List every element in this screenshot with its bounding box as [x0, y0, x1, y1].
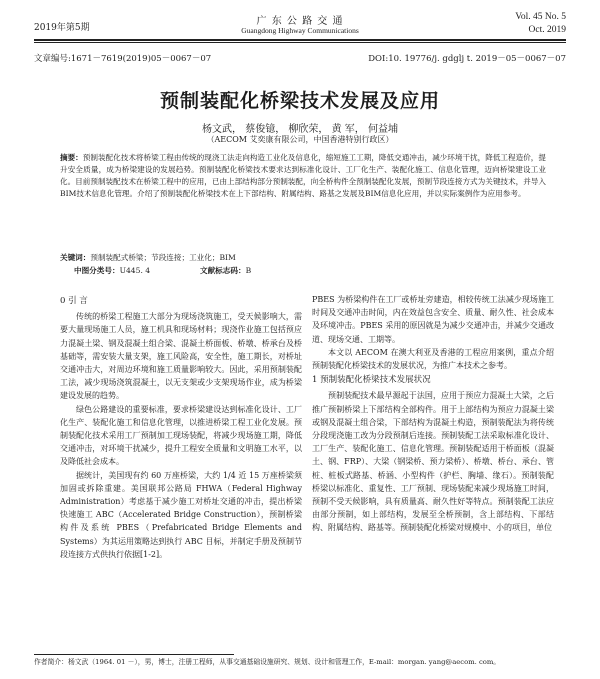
- code-value: B: [245, 266, 252, 275]
- body-paragraph: PBES 为桥梁构件在工厂或桥址旁建造，相较传统工法减少现场施工时间及交通冲击时间，内在效益包含安全、质量、耐久性、社会成本及环境冲击。PBES 采用的原因就是为减少交通冲击，并减少交通改道、现场交通、工期等。: [312, 295, 554, 344]
- code-label: 文献标志码：: [200, 266, 246, 275]
- intro-heading: 0 引 言: [60, 296, 88, 306]
- journal-name-cn: 广 东 公 路 交 通: [256, 16, 344, 27]
- abstract-label: 摘要：: [60, 153, 83, 162]
- body-paragraph: 传统的桥梁工程施工大部分为现场浇筑施工，受天候影响大，需要大量现场施工人员，施工机具和现场材料；现浇作业施工包括预应力混凝土梁、钢及混凝土组合梁、混凝土桥面板、桥墩、桥承台及桥基础等，需安装大量支架，施工风险高，安全性，施工期长，对桥址交通冲击大，对周边环境和施工质量影响较大。因此，采用预制装配工法，减少现场浇筑混凝土，以无支架或少支架现场作业，成为桥梁建设发展的趋势。: [60, 312, 302, 401]
- abstract: [60, 152, 546, 200]
- header-rule: [34, 39, 566, 41]
- keywords-label: 关键词：: [60, 253, 91, 262]
- left-column: [60, 293, 302, 561]
- doi: DOI:10. 19776/j. gdglj t. 2019－05－0067－07: [368, 54, 566, 64]
- paper-title: 预制装配化桥梁技术发展及应用: [159, 90, 440, 112]
- body-paragraph: 本文以 AECOM 在澳大利亚及香港的工程应用案例，重点介绍预制装配化桥梁技术的发展状况，为推广本技术之参考。: [312, 347, 554, 371]
- header-rule-thin: [34, 42, 566, 43]
- body-paragraph: 预制装配技术最早源起于法国，应用于预应力混凝土大梁，之后推广预制桥梁上下部结构全部构件。用于上部结构为预应力混凝土梁或钢及混凝土组合梁，下部结构为混凝土构造，预制装配法为将传统分段现浇施工改为分段预制后连接。预制装配工法采取标准化设计、工厂生产、装配化施工、信息化管理。预制装配适用于桥面板（混凝土、钢、FRP）、大梁（钢梁桥、预力梁桥）、桥墩、桥台、承台、管桩、桩板式路基、桥涵、小型构件（护栏、胸墙、缘石）。预制装配桥梁以标准化、重复性、工厂预制、现场装配来减少现场施工时间，预制不受天候影响，具有质量高、耐久性好等特点。预制装配工法应由部分预制，如上部结构，发展至全桥预制，含上部结构、下部结构、附属结构、路基等。预制装配化桥梁对规模中、小的项目，单位: [312, 391, 554, 533]
- right-column: [312, 293, 554, 535]
- body-paragraph: 绿色公路建设的重要标准，要求桥梁建设达到标准化设计、工厂化生产、装配化施工和信息化管理，以推进桥梁工程工业化发展。预制装配化技术采用工厂预制加工现场装配，将减少现场施工期，降低交通冲击，对环境干扰减少，提升工程安全质量和文明施工水平，以及降低社会成本。: [60, 404, 302, 467]
- section-heading: 1 预制装配化桥梁技术发展状况: [312, 375, 431, 386]
- authors: 杨文武， 蔡俊镱， 柳欣荣， 黄 军， 何益埔: [202, 124, 398, 135]
- keywords: [60, 252, 236, 263]
- body-paragraph: 据统计，美国现有约 60 万座桥梁，大约 1/4 近 15 万座桥梁须加固或拆除重建。美国联邦公路局 FHWA（Federal Highway Administration）考虑基于减少施工对桥址交通的冲击，提出桥梁快速施工 ABC（Accelerated Bridge Construction），预制桥梁构件及系统 PBES（Prefabricated Bridge Elements and Systems）为其运用策略达到执行 ABC 目标，并制定手册及预制节段连接方式供执行依据[1-2]。: [60, 470, 302, 559]
- document-code: [200, 265, 251, 276]
- keywords-text: 预制装配式桥梁；节段连接；工业化；BIM: [90, 253, 236, 262]
- abstract-text: 预制装配化技术将桥梁工程由传统的现浇工法走向构造工业化及信息化，缩短施工工期，降低交通冲击，减少环境干扰，降低工程造价，提升安全质量，成为桥梁建设的发展趋势。预制装配化桥梁技术要求达到标准化设计、工厂化生产、装配化施工、信息化管理，迈向桥梁建设工业化。目前预制装配技术在桥梁工程中的应用，已由上部结构部分预制装配，向全桥构件全预制装配化发展，预制节段连接方式为关键技术，并导入BIM技术信息化管理。介绍了预制装配化桥梁技术在上下部结构、附属结构、路基之发展及BIM信息化应用，并以实际案例作为应用参考。: [60, 153, 546, 198]
- author-footnote: 作者简介：杨文武（1964. 01 －），男，博士，注册工程师，从事交通基础设施研究、规划、设计和管理工作，E-mail：morgan. yang@aecom. com。: [34, 658, 501, 666]
- footnote-rule: [34, 654, 234, 655]
- clc-number: [74, 265, 150, 276]
- journal-issue: 2019年第5期: [34, 23, 90, 33]
- article-number: 文章编号:1671－7619(2019)05－0067－07: [34, 54, 212, 64]
- affiliation: （AECOM 艾奕康有限公司，中国香港特别行政区）: [206, 135, 394, 144]
- journal-month: Oct. 2019: [528, 25, 566, 35]
- clc-value: U445. 4: [119, 266, 151, 275]
- journal-name-en: Guangdong Highway Communications: [241, 26, 359, 35]
- journal-volume: Vol. 45 No. 5: [515, 12, 566, 22]
- clc-label: 中图分类号：: [74, 266, 120, 275]
